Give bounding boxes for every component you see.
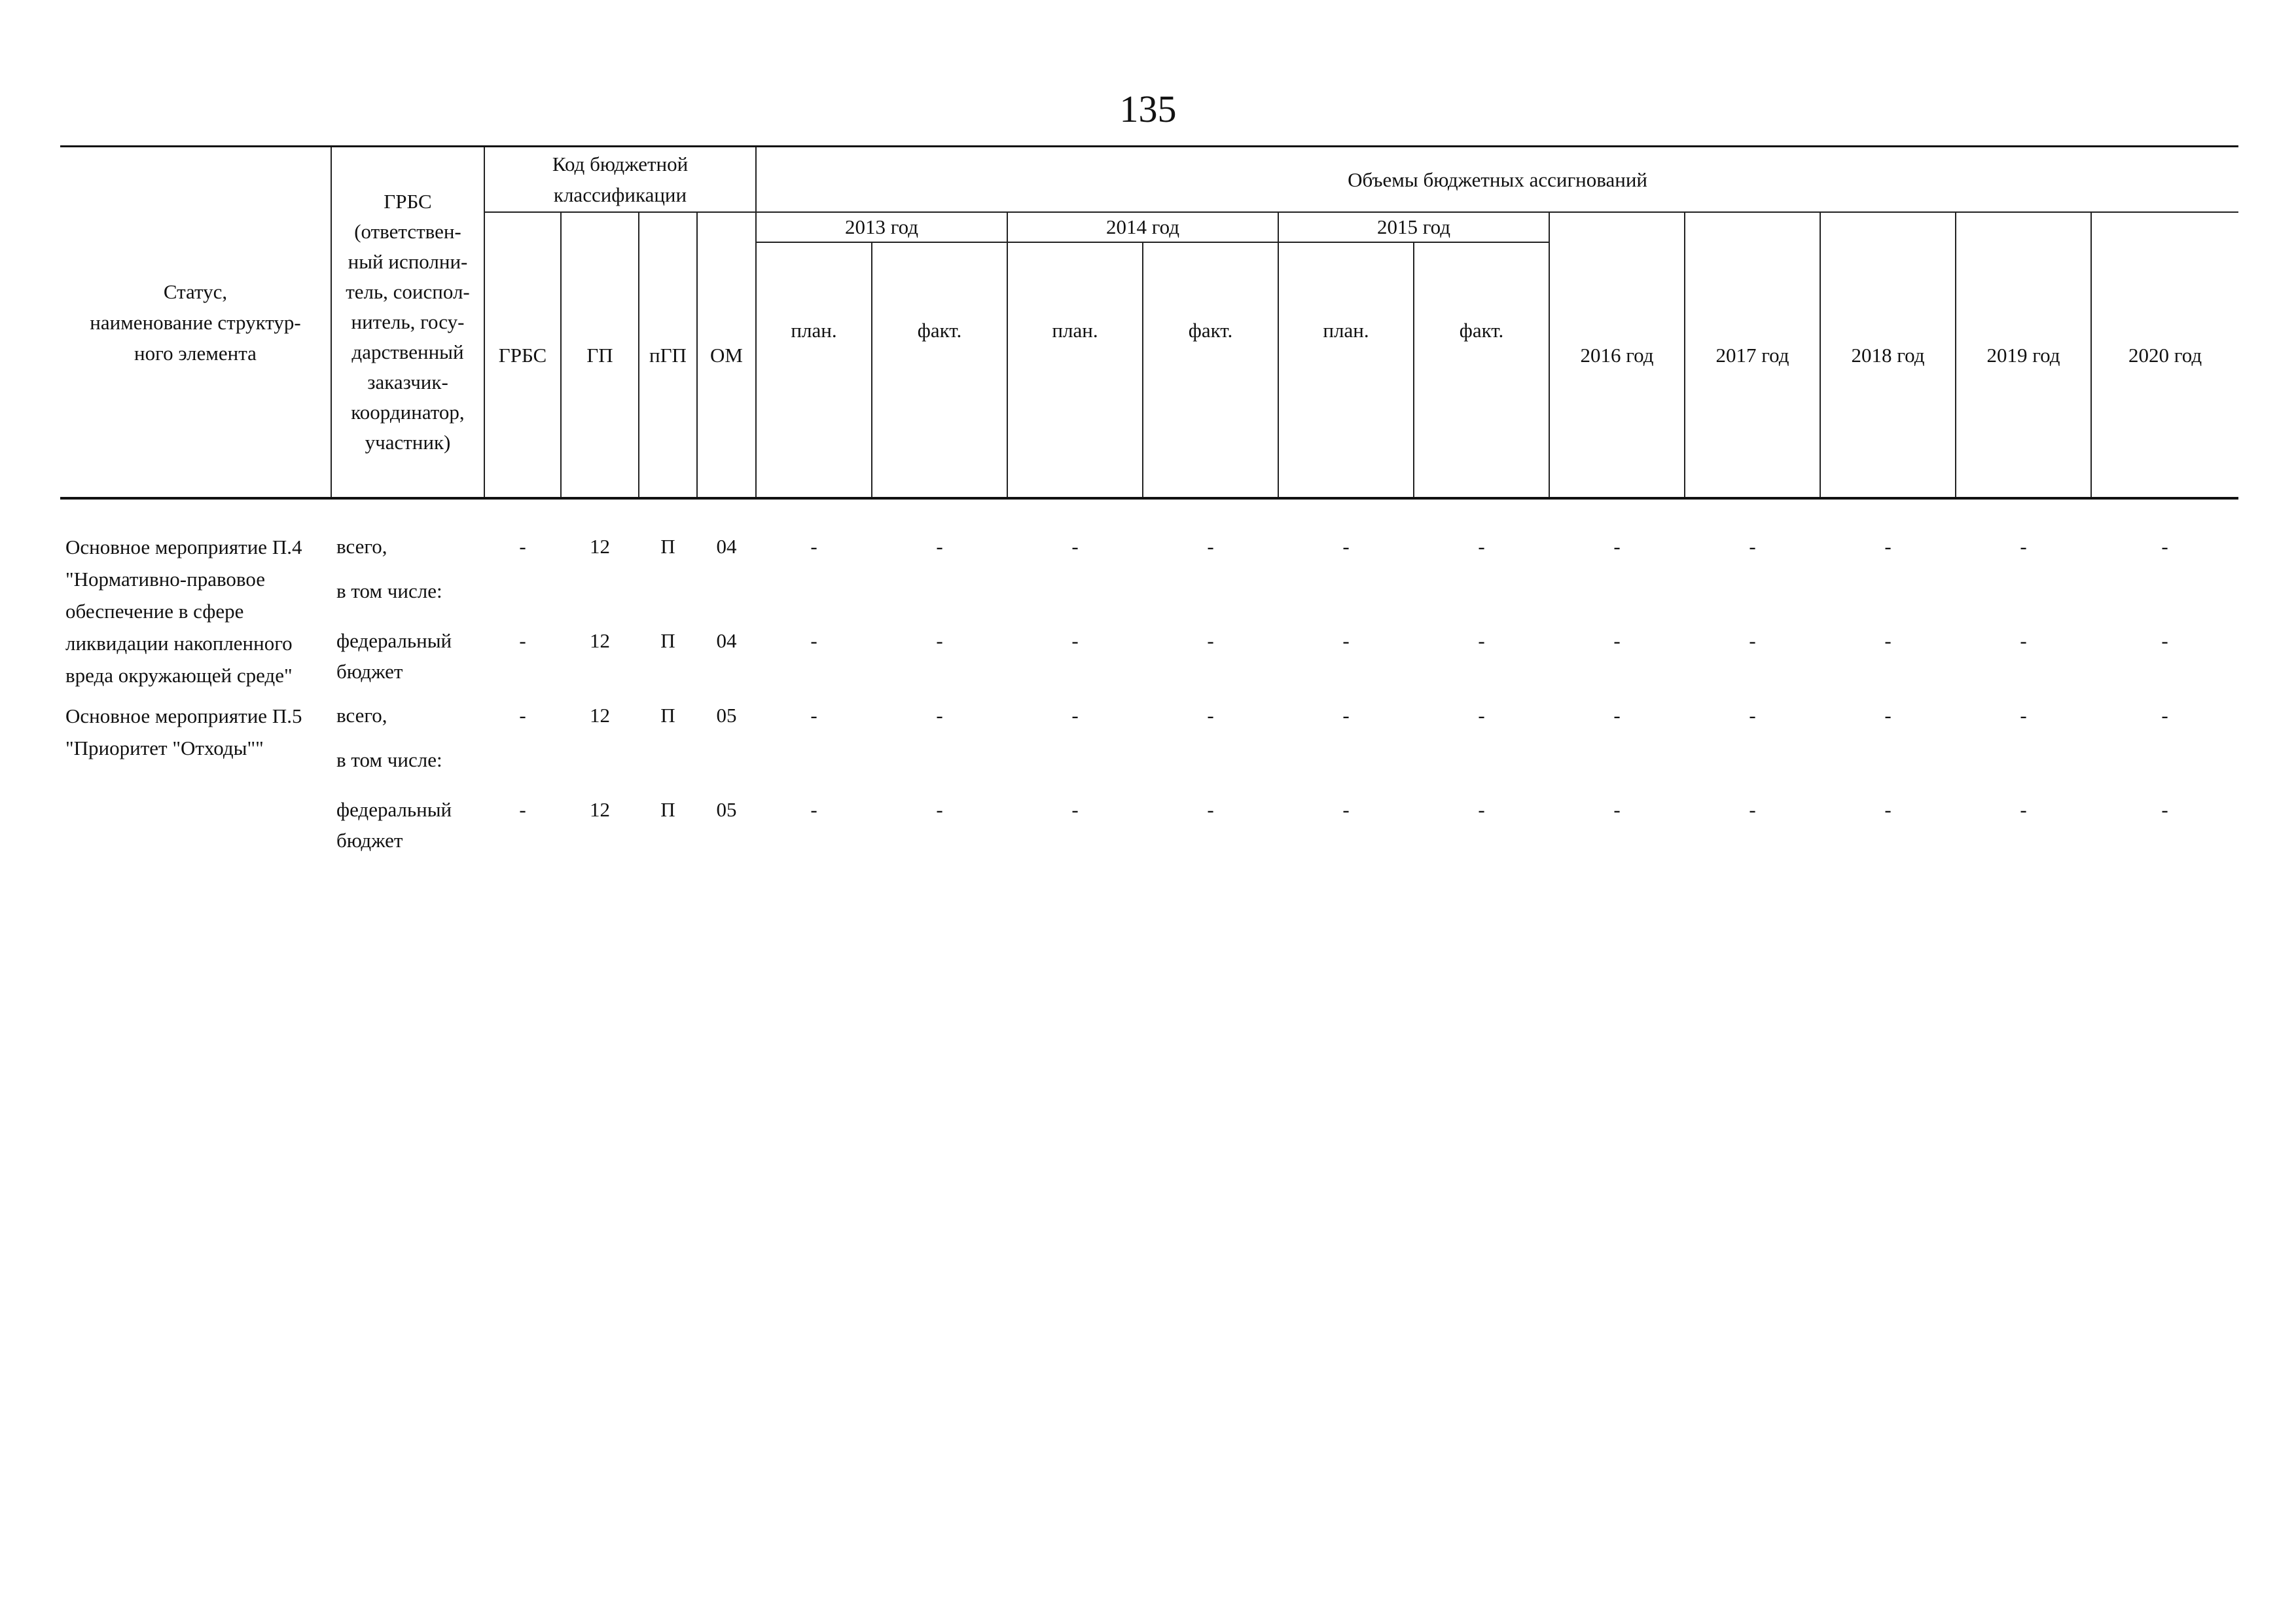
value-2013-fact: - [936,535,943,558]
header-year-2017: 2017 год [1685,212,1820,498]
value-2018: - [1884,704,1892,727]
table-row [60,697,2238,742]
value-2020 [2091,742,2238,792]
table-row [60,528,2238,573]
header-2014-plan: план. [1007,242,1143,498]
header-code-gp: ГП [561,212,639,498]
value-2018: - [1884,798,1892,821]
code-grbs: - [519,798,526,821]
header-budget-code: Код бюджетной классификации [484,147,756,213]
value-2018: - [1884,629,1892,652]
recipient-federal-budget: федеральный бюджет [336,629,452,683]
value-2015-plan: - [1342,798,1350,821]
code-grbs: - [519,629,526,652]
value-2017 [1685,573,1820,623]
header-budget-volumes: Объемы бюджетных ассигнований [756,147,2238,213]
code-om: 05 [716,798,737,821]
code-om: 05 [716,704,737,727]
value-2014-plan: - [1071,798,1079,821]
value-2015-plan [1278,742,1414,792]
header-status: Статус, наименование структур- ного элемента [60,147,331,499]
code-pgp: П [660,798,675,821]
value-2013-fact: - [936,704,943,727]
header-2013-plan: план. [756,242,872,498]
value-2017: - [1749,798,1756,821]
recipient-federal-budget: федеральный бюджет [336,798,452,852]
value-2013-plan [756,742,872,792]
value-2018: - [1884,535,1892,558]
value-2013-plan [756,573,872,623]
code-gp: 12 [590,704,610,727]
value-2014-fact: - [1207,798,1214,821]
value-2016 [1549,573,1685,623]
value-2014-fact [1143,573,1278,623]
value-2020: - [2161,798,2168,821]
value-2016: - [1613,535,1621,558]
header-grbs-responsible: ГРБС (ответствен- ный исполни- тель, соиспол- нитель, госу- дарственный заказчик- координатор, участник) [331,147,484,499]
value-2017: - [1749,629,1756,652]
header-year-2014: 2014 год [1007,212,1278,242]
recipient-including: в том числе: [336,748,442,771]
value-2014-fact: - [1207,535,1214,558]
value-2017: - [1749,535,1756,558]
recipient-total: всего, [336,704,387,727]
value-2014-fact: - [1207,629,1214,652]
code-gp: 12 [590,629,610,652]
value-2015-plan: - [1342,535,1350,558]
table-row [60,573,2238,623]
value-2015-plan [1278,573,1414,623]
value-2013-plan: - [810,798,817,821]
header-2013-fact: факт. [872,242,1007,498]
table-header [60,147,2238,499]
value-2015-fact: - [1478,535,1485,558]
code-gp [561,573,639,623]
table-row [60,742,2238,792]
value-2015-fact: - [1478,798,1485,821]
header-code-grbs: ГРБС [484,212,561,498]
row-p4-name: Основное мероприятие П.4 "Нормативно-правовое обеспечение в сфере ликвидации накопленного вреда окружающей среде" [65,536,302,687]
value-2013-fact: - [936,798,943,821]
value-2014-plan [1007,573,1143,623]
value-2019: - [2020,629,2027,652]
value-2013-fact [872,742,1007,792]
value-2020: - [2161,704,2168,727]
code-om: 04 [716,535,737,558]
value-2016: - [1613,629,1621,652]
value-2015-fact [1414,742,1549,792]
value-2019 [1956,573,2091,623]
code-grbs [484,742,561,792]
code-gp [561,742,639,792]
header-year-2020: 2020 год [2091,212,2238,498]
value-2020: - [2161,629,2168,652]
value-2017: - [1749,704,1756,727]
code-pgp: П [660,629,675,652]
table-row [60,623,2238,697]
value-2015-plan: - [1342,704,1350,727]
header-code-om: ОМ [697,212,756,498]
header-2015-plan: план. [1278,242,1414,498]
value-2019: - [2020,704,2027,727]
value-2013-fact: - [936,629,943,652]
table-body [60,498,2238,866]
recipient-total: всего, [336,535,387,558]
row-p5-name: Основное мероприятие П.5 "Приоритет "Отходы"" [65,704,302,759]
code-pgp: П [660,535,675,558]
header-year-2019: 2019 год [1956,212,2091,498]
code-grbs [484,573,561,623]
value-2014-plan [1007,742,1143,792]
value-2015-fact [1414,573,1549,623]
code-gp: 12 [590,535,610,558]
value-2014-fact: - [1207,704,1214,727]
code-om [697,742,756,792]
value-2014-plan: - [1071,535,1079,558]
code-pgp [639,742,697,792]
budget-allocation-table [60,145,2238,866]
code-om [697,573,756,623]
header-year-2013: 2013 год [756,212,1007,242]
value-2016: - [1613,704,1621,727]
code-pgp: П [660,704,675,727]
code-gp: 12 [590,798,610,821]
code-om: 04 [716,629,737,652]
value-2013-fact [872,573,1007,623]
value-2013-plan: - [810,535,817,558]
value-2015-fact: - [1478,704,1485,727]
code-grbs: - [519,704,526,727]
code-pgp [639,573,697,623]
value-2014-plan: - [1071,629,1079,652]
value-2016: - [1613,798,1621,821]
code-grbs: - [519,535,526,558]
value-2015-plan: - [1342,629,1350,652]
value-2020 [2091,573,2238,623]
page-number: 135 [1119,88,1177,130]
value-2015-fact: - [1478,629,1485,652]
value-2013-plan: - [810,704,817,727]
value-2019: - [2020,535,2027,558]
value-2013-plan: - [810,629,817,652]
value-2017 [1685,742,1820,792]
header-year-2015: 2015 год [1278,212,1549,242]
table-row [60,792,2238,866]
value-2019: - [2020,798,2027,821]
value-2014-fact [1143,742,1278,792]
header-2015-fact: факт. [1414,242,1549,498]
header-year-2018: 2018 год [1820,212,1956,498]
value-2016 [1549,742,1685,792]
value-2019 [1956,742,2091,792]
header-year-2016: 2016 год [1549,212,1685,498]
value-2020: - [2161,535,2168,558]
header-code-pgp: пГП [639,212,697,498]
value-2018 [1820,742,1956,792]
recipient-including: в том числе: [336,579,442,602]
header-2014-fact: факт. [1143,242,1278,498]
value-2018 [1820,573,1956,623]
value-2014-plan: - [1071,704,1079,727]
